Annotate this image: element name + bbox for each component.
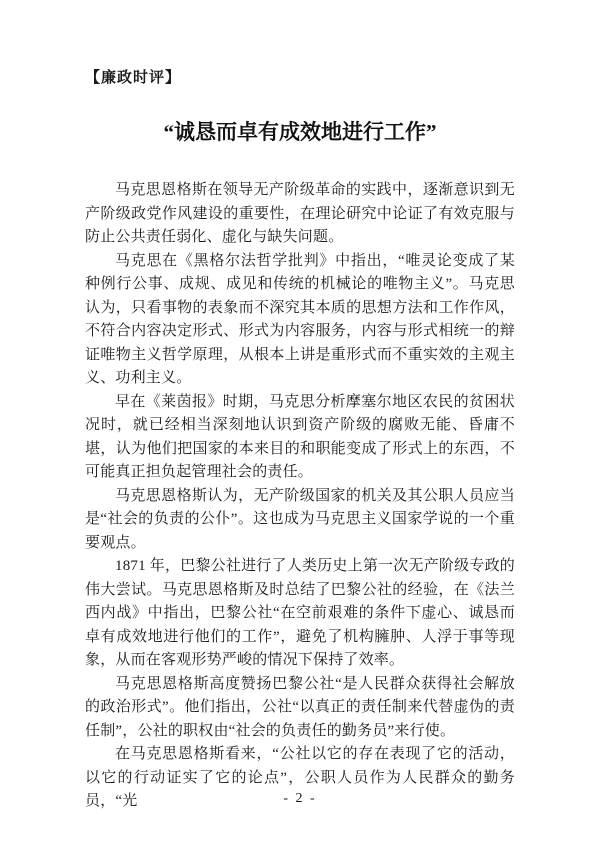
section-tag: 【廉政时评】 [85, 70, 182, 86]
paragraph: 在马克思恩格斯看来，“公社以它的存在表现了它的活动，以它的行动证实了它的论点”，公职人员作为人民群众的勤务员，“光 [85, 746, 515, 809]
document-body [85, 179, 515, 814]
page-title: “诚恳而卓有成效地进行工作” [163, 120, 437, 144]
paragraph: 马克思恩格斯认为，无产阶级国家的机关及其公职人员应当是“社会的负责的公仆”。这也成为马克思主义国家学说的一个重要观点。 [85, 487, 515, 551]
paragraph: 1871 年，巴黎公社进行了人类历史上第一次无产阶级专政的伟大尝试。马克思恩格斯及时总结了巴黎公社的经验，在《法兰西内战》中指出，巴黎公社“在空前艰难的条件下虚心、诚恳而卓有成效地进行他们的工作”，避免了机构臃肿、人浮于事等现象，从而在客观形势严峻的情况下保持了效率。 [85, 558, 515, 668]
paragraph: 马克思在《黑格尔法哲学批判》中指出，“唯灵论变成了某种例行公事、成规、成见和传统的机械论的唯物主义”。马克思认为，只看事物的表象而不深究其本质的思想方法和工作作风，不符合内容决定形式、形式为内容服务，内容与形式相统一的辩证唯物主义哲学原理，从根本上讲是重形式而不重实效的主观主义、功利主义。 [85, 252, 515, 386]
paragraph: 马克思恩格斯在领导无产阶级革命的实践中，逐渐意识到无产阶级政党作风建设的重要性，在理论研究中论证了有效克服与防止公共责任弱化、虚化与缺失问题。 [85, 182, 515, 245]
page-number: - 2 - [283, 791, 317, 806]
paragraph: 早在《莱茵报》时期，马克思分析摩塞尔地区农民的贫困状况时，就已经相当深刻地认识到资产阶级的腐败无能、昏庸不堪，认为他们把国家的本来目的和职能变成了形式上的东西，不可能真正担负起管理社会的责任。 [85, 393, 515, 480]
paragraph: 马克思恩格斯高度赞扬巴黎公社“是人民群众获得社会解放的政治形式”。他们指出，公社“以真正的责任制来代替虚伪的责任制”，公社的职权由“社会的负责任的勤务员”来行使。 [85, 675, 515, 739]
